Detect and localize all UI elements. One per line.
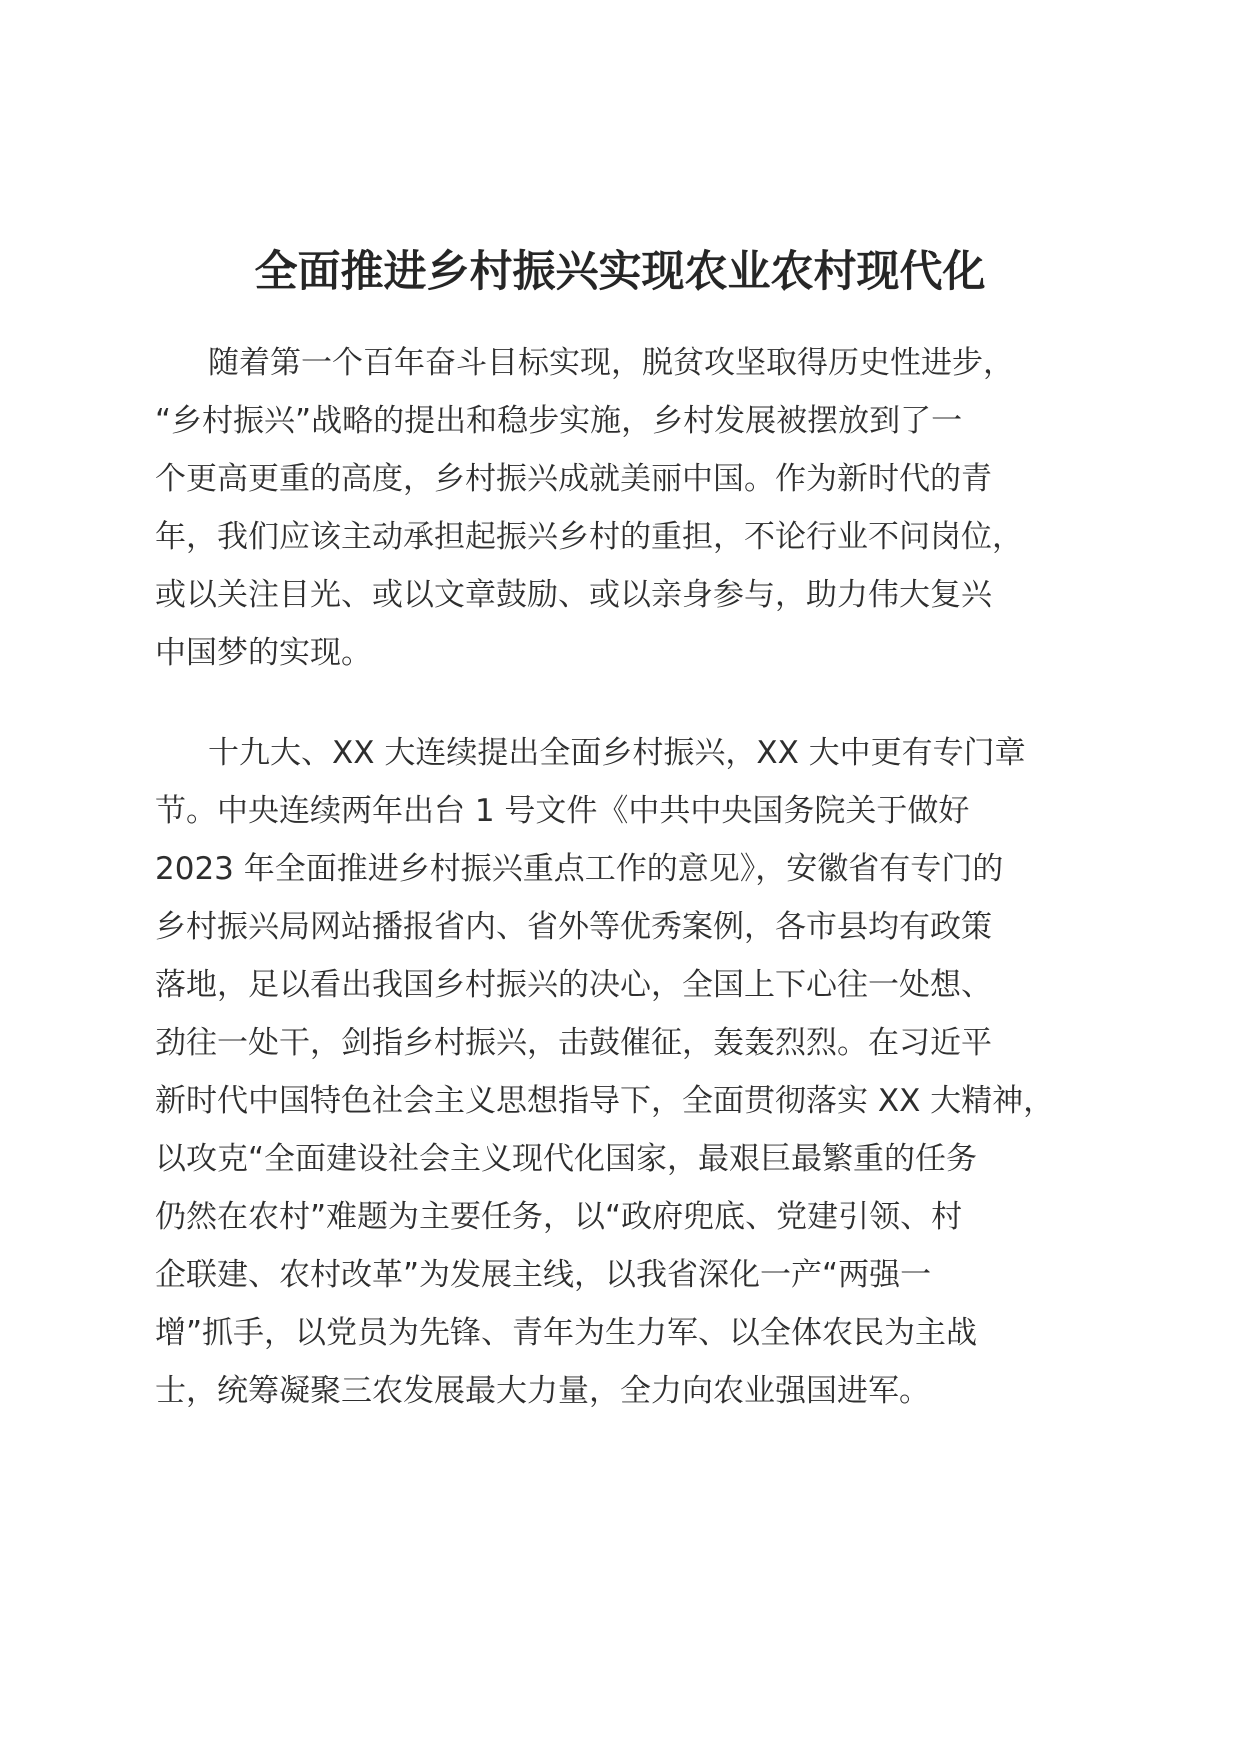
paragraph-2-line-1: 十九大、XX 大连续提出全面乡村振兴，XX 大中更有专门章 — [208, 735, 1026, 771]
paragraph-2-line-6: 劲往一处干，剑指乡村振兴，击鼓催征，轰轰烈烈。在习近平 — [155, 1025, 992, 1061]
paragraph-2-line-8: 以攻克“全面建设社会主义现代化国家，最艰巨最繁重的任务 — [155, 1141, 978, 1177]
paragraph-1-line-6: 中国梦的实现。 — [155, 635, 372, 671]
paragraph-1-line-5: 或以关注目光、或以文章鼓励、或以亲身参与，助力伟大复兴 — [155, 577, 992, 613]
paragraph-2-line-3: 2023 年全面推进乡村振兴重点工作的意见》，安徽省有专门的 — [155, 851, 1004, 887]
paragraph-1-line-1: 随着第一个百年奋斗目标实现，脱贫攻坚取得历史性进步， — [208, 345, 1014, 381]
paragraph-2-line-10: 企联建、农村改革”为发展主线，以我省深化一产“两强一 — [155, 1257, 932, 1293]
paragraph-1-line-2: “乡村振兴”战略的提出和稳步实施，乡村发展被摆放到了一 — [155, 403, 963, 439]
paragraph-2-line-5: 落地，足以看出我国乡村振兴的决心，全国上下心往一处想、 — [155, 967, 992, 1003]
paragraph-2-line-4: 乡村振兴局网站播报省内、省外等优秀案例，各市县均有政策 — [155, 909, 992, 945]
paragraph-2-line-7: 新时代中国特色社会主义思想指导下，全面贯彻落实 XX 大精神， — [155, 1083, 1055, 1119]
paragraph-2-line-2: 节。中央连续两年出台 1 号文件《中共中央国务院关于做好 — [155, 793, 970, 829]
paragraph-2-line-12: 士，统筹凝聚三农发展最大力量，全力向农业强国进军。 — [155, 1373, 930, 1409]
paragraph-1-line-3: 个更高更重的高度，乡村振兴成就美丽中国。作为新时代的青 — [155, 461, 992, 497]
paragraph-1-line-4: 年，我们应该主动承担起振兴乡村的重担，不论行业不问岗位， — [155, 519, 1023, 555]
paragraph-2-line-9: 仍然在农村”难题为主要任务，以“政府兜底、党建引领、村 — [155, 1199, 963, 1235]
paragraph-2-line-11: 增”抓手，以党员为先锋、青年为生力军、以全体农民为主战 — [155, 1315, 978, 1351]
document-title: 全面推进乡村振兴实现农业农村现代化 — [254, 247, 986, 297]
